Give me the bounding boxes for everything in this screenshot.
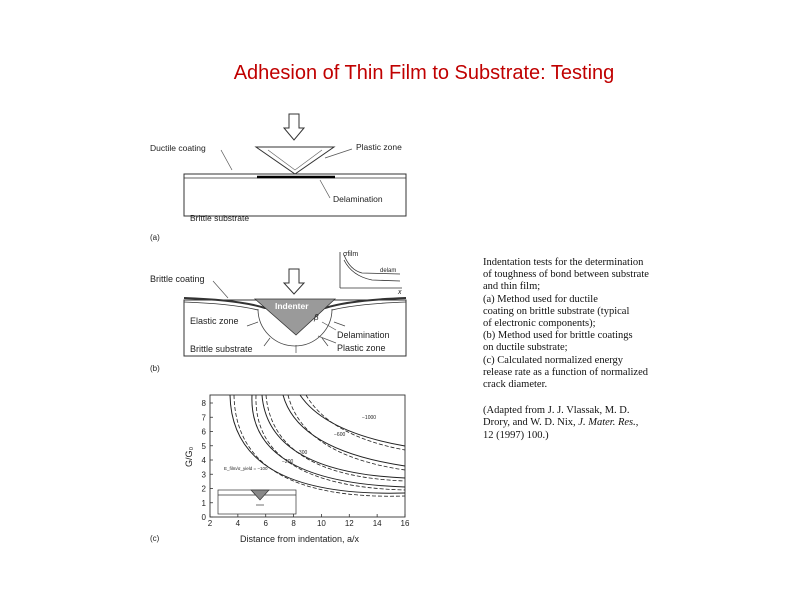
caption-reference [483, 405, 683, 442]
y-tick-label: 2 [201, 484, 206, 494]
plot-c-xlabel: Distance from indentation, a/x [240, 534, 360, 544]
slide-title: Adhesion of Thin Film to Substrate: Testing [233, 62, 615, 84]
panel-a [150, 114, 406, 242]
panel-tag-a: (a) [150, 233, 160, 242]
inset-ylabel: σfilm [343, 251, 359, 258]
caption-line: Indentation tests for the determination [483, 257, 644, 268]
load-arrow-a [284, 114, 304, 140]
label-delamination-b: Delamination [337, 330, 390, 340]
curve-label-100: E_film/σ_yield = −100 [224, 466, 268, 471]
panel-tag-c: (c) [150, 534, 160, 543]
label-delamination-a: Delamination [333, 194, 383, 204]
y-tick-label: 0 [201, 513, 206, 522]
caption-line: (b) Method used for brittle coatings [483, 330, 633, 342]
curve-label-600: −600 [334, 432, 346, 438]
y-tick-label: 6 [201, 427, 206, 437]
panel-c [150, 395, 410, 544]
y-tick-label: 3 [201, 470, 206, 480]
panel-b [150, 251, 406, 373]
label-brittle-substrate-b: Brittle substrate [190, 344, 253, 354]
stress-inset [340, 251, 402, 296]
caption-line: crack diameter. [483, 379, 548, 391]
x-tick-label: 8 [291, 519, 296, 528]
label-brittle-substrate-a: Brittle substrate [190, 213, 250, 223]
caption-line: and thin film; [483, 281, 541, 293]
plot-c-ylabel: G/G₀ [184, 446, 194, 467]
x-tick-label: 6 [263, 519, 268, 528]
x-tick-label: 10 [316, 519, 326, 528]
caption-line: (c) Calculated normalized energy [483, 354, 624, 366]
load-arrow-b [284, 269, 304, 294]
x-tick-label: 4 [235, 519, 241, 528]
y-tick-label: 4 [201, 456, 206, 465]
label-ductile-coating: Ductile coating [150, 143, 206, 153]
caption-line: of electronic components); [483, 318, 596, 330]
caption-line: on ductile substrate; [483, 342, 568, 354]
x-tick-label: 2 [207, 519, 213, 528]
curve-label-300: −300 [296, 450, 308, 456]
caption-line: coating on brittle substrate (typical [483, 305, 630, 317]
inset-curve-label: delam [380, 268, 397, 274]
caption-line: (a) Method used for ductile [483, 293, 598, 305]
reference-line-2: Drory, and W. D. Nix, J. Mater. Res., [483, 417, 639, 429]
x-tick-label: 14 [372, 519, 382, 528]
y-tick-label: 8 [201, 399, 206, 408]
label-beta: β [314, 313, 319, 322]
label-brittle-coating: Brittle coating [150, 274, 205, 284]
panel-tag-b: (b) [150, 364, 160, 373]
x-tick-label: 16 [400, 519, 410, 528]
journal-name: J. Mater. Res. [578, 417, 636, 429]
y-tick-label: 5 [201, 441, 206, 451]
x-tick-label: 12 [344, 519, 354, 528]
label-elastic-zone: Elastic zone [190, 316, 239, 326]
figure-caption [483, 257, 683, 442]
curve-label-1000: −1000 [362, 415, 377, 421]
caption-body [483, 257, 683, 391]
label-indenter: Indenter [275, 301, 309, 311]
label-plastic-zone-b: Plastic zone [337, 343, 386, 353]
caption-line: release rate as a function of normalized [483, 366, 649, 378]
inset-xlabel: x [398, 289, 402, 296]
y-tick-label: 1 [201, 498, 206, 508]
curve-label-200: −200 [282, 459, 294, 465]
label-plastic-zone-a: Plastic zone [356, 142, 402, 152]
reference-line-1: (Adapted from J. J. Vlassak, M. D. [483, 405, 630, 417]
y-tick-label: 7 [201, 413, 206, 423]
plot-c-inset [218, 490, 296, 514]
reference-line-3: 12 (1997) 100.) [483, 429, 549, 441]
caption-line: of toughness of bond between substrate [483, 269, 649, 281]
